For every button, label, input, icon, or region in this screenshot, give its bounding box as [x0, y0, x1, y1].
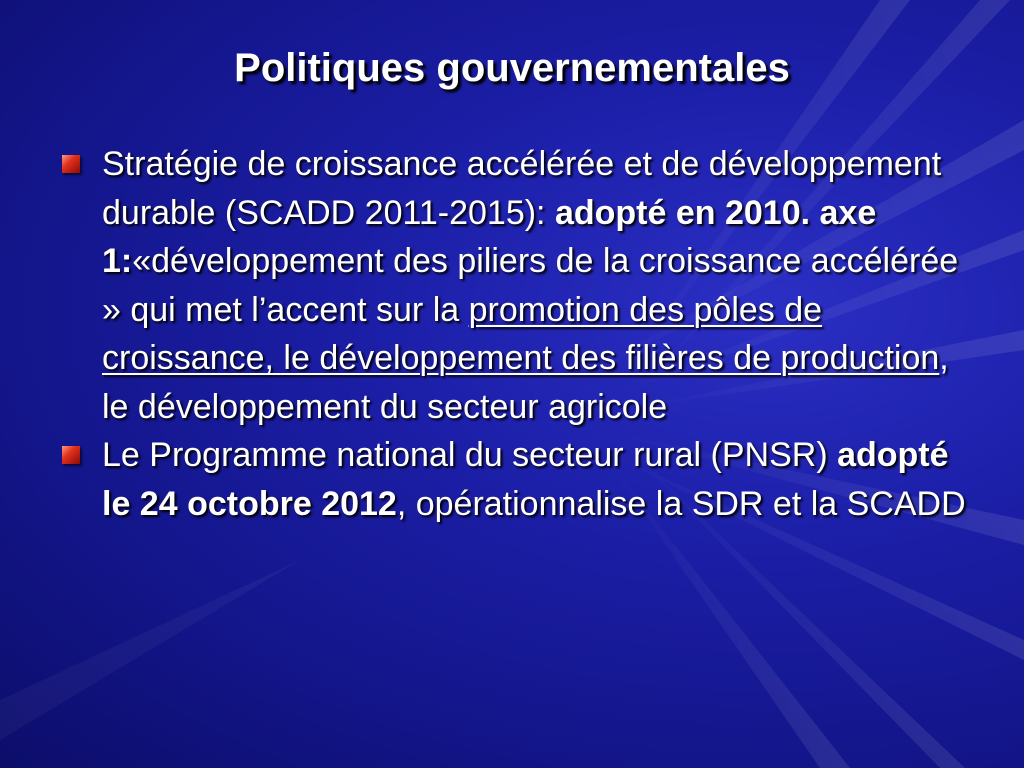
bullet-text: , opérationnalise la SDR et la SCADD: [396, 484, 966, 523]
bullet-item-pnsr: [52, 431, 972, 528]
bullet-list: [52, 140, 972, 528]
bullet-text: «développement des piliers de la croissance accélérée » qui met l’accent sur la: [102, 242, 959, 329]
bullet-text-bold: adopté le 24 octobre 2012: [102, 436, 949, 523]
bullet-marker-icon: [62, 155, 80, 173]
slide-title: Politiques gouvernementales: [234, 46, 790, 90]
bullet-text: Stratégie de croissance accélérée et de développement durable (SCADD 2011-2015):: [102, 145, 942, 232]
bullet-item-scadd: [52, 140, 972, 431]
bullet-text: , le développement du secteur agricole: [102, 339, 949, 426]
bullet-text-underlined: promotion des pôles de croissance, le développement des filières de production: [102, 290, 940, 377]
bullet-marker-icon: [62, 446, 80, 464]
bullet-text: Le Programme national du secteur rural (PNSR): [102, 436, 838, 474]
bullet-text-bold: adopté en 2010. axe 1:: [102, 193, 877, 280]
